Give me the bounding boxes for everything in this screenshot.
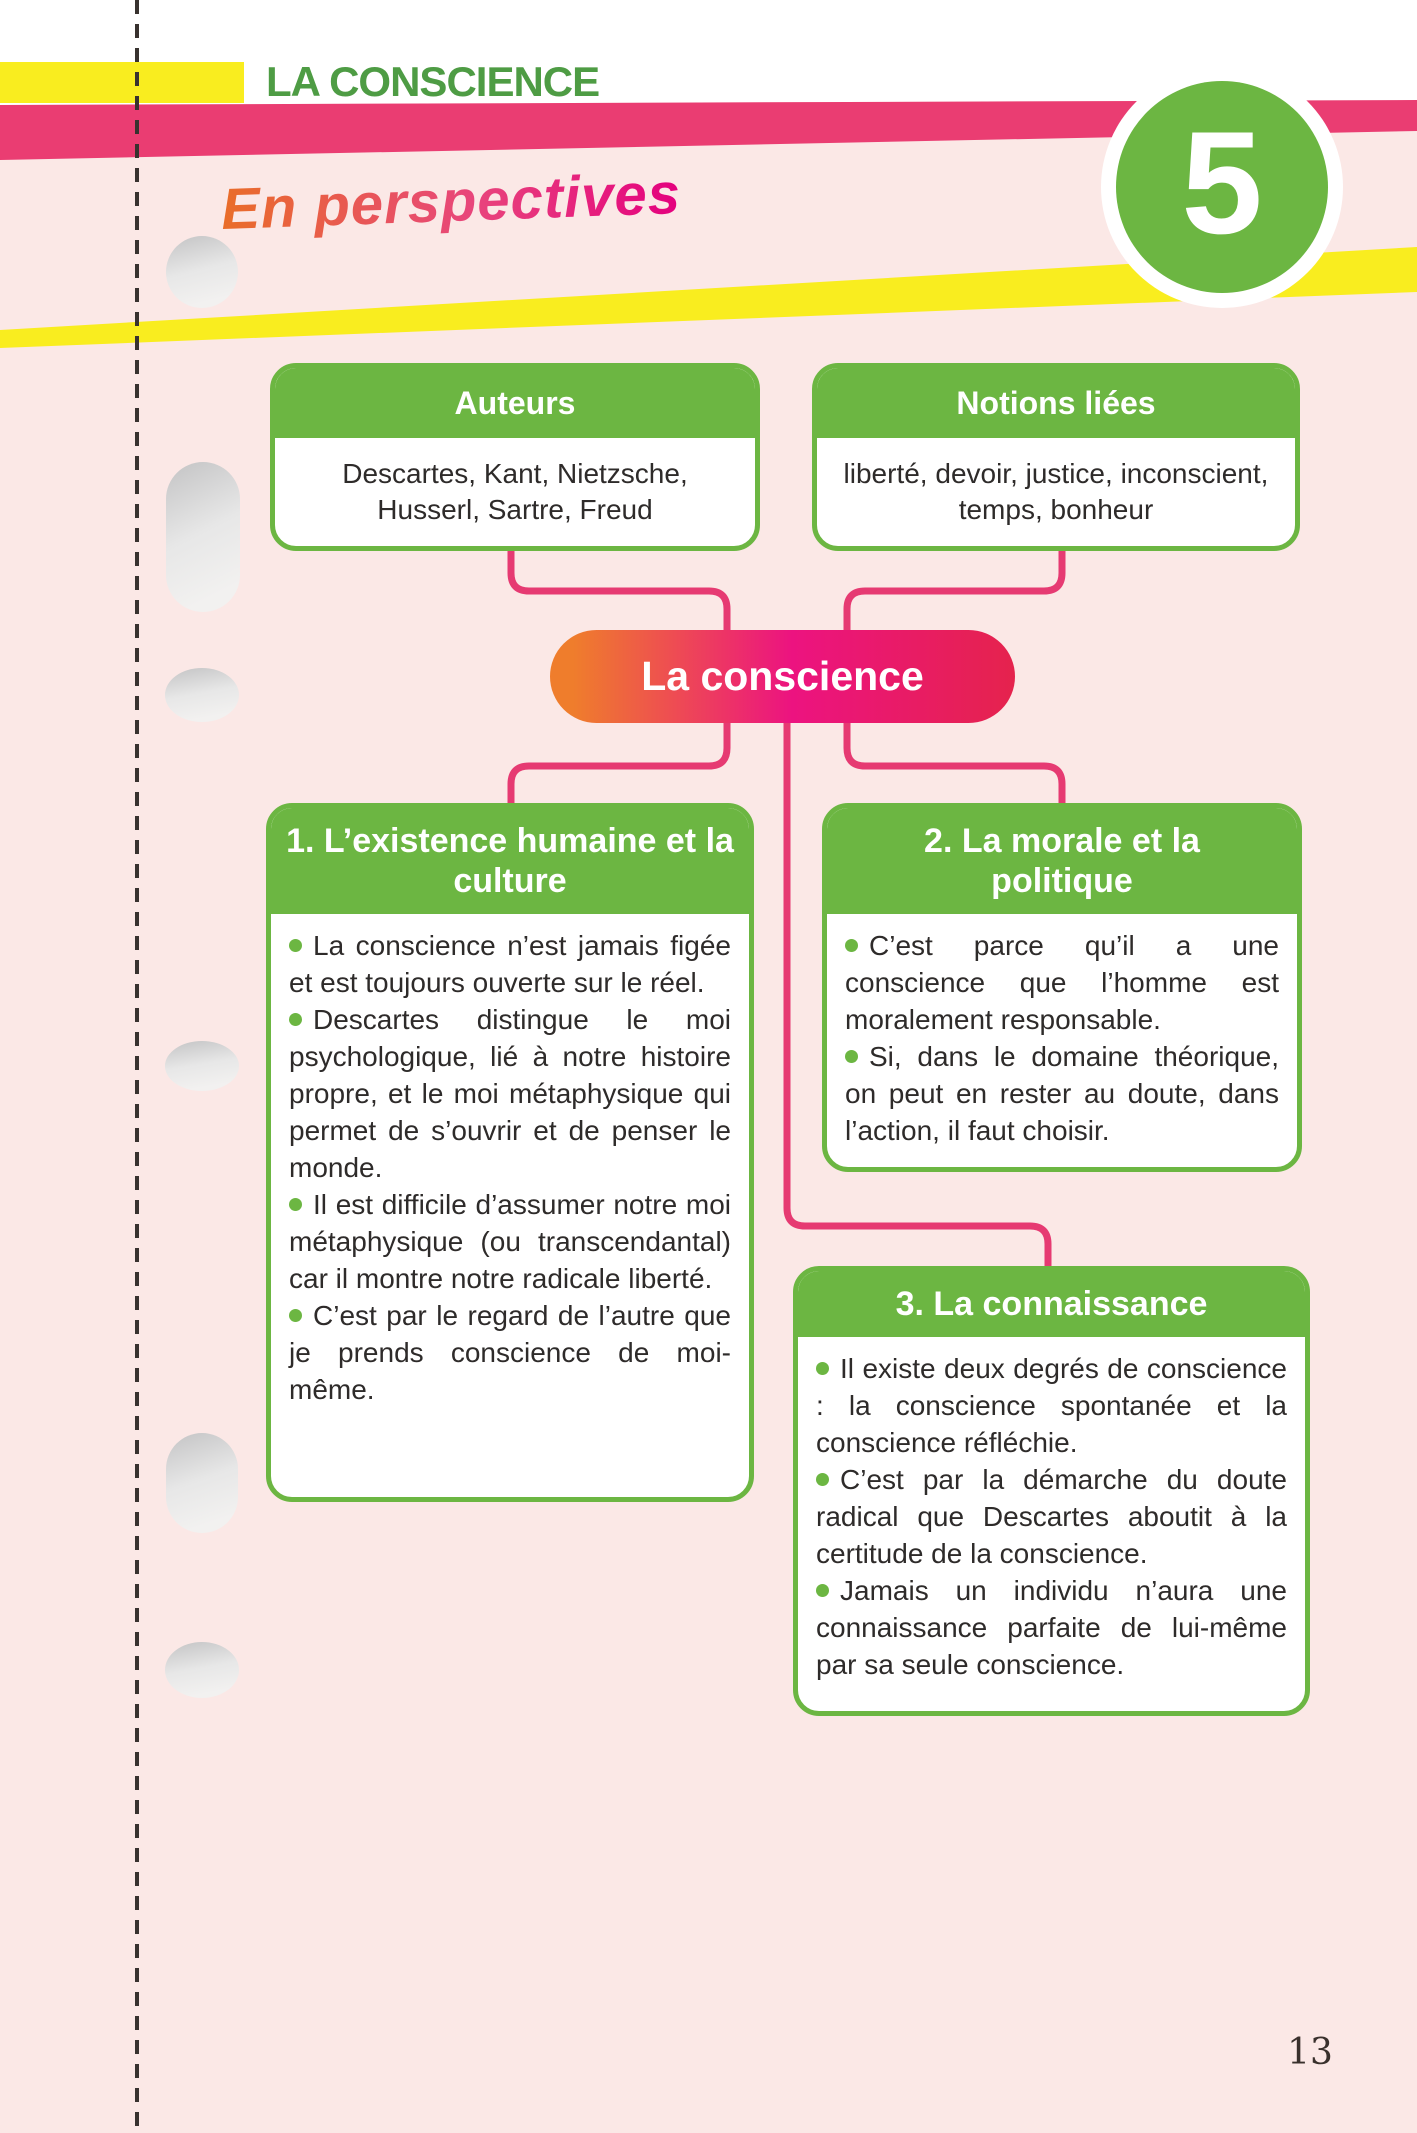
bullet-item bbox=[289, 1001, 731, 1186]
bullet-dot-icon bbox=[816, 1473, 829, 1486]
bullet-text: Jamais un individu n’aura une connaissance parfaite de lui-même par sa seule conscience. bbox=[816, 1575, 1287, 1680]
bullet-text: C’est par le regard de l’autre que je prends conscience de moi-même. bbox=[289, 1300, 731, 1405]
connector-node-to-section2 bbox=[847, 721, 1062, 805]
center-node: La conscience bbox=[550, 630, 1015, 723]
bullet-item bbox=[816, 1572, 1287, 1683]
binder-holes bbox=[165, 236, 240, 1698]
bullet-item bbox=[289, 1297, 731, 1408]
bullet-dot-icon bbox=[289, 939, 302, 952]
binder-hole-icon bbox=[166, 462, 240, 612]
binder-hole-icon bbox=[165, 1041, 239, 1091]
bullet-text: Si, dans le domaine théorique, on peut en rester au doute, dans l’action, il faut choisir. bbox=[845, 1041, 1279, 1146]
section-1-title bbox=[271, 808, 749, 914]
bullet-dot-icon bbox=[845, 1050, 858, 1063]
binder-hole-icon bbox=[165, 668, 239, 722]
section-1-body bbox=[271, 914, 749, 1408]
bullet-text: Descartes distingue le moi psychologique, lié à notre histoire propre, et le moi métaphysique qui permet de s’ouvrir et de penser le monde. bbox=[289, 1004, 731, 1183]
bullet-dot-icon bbox=[289, 1309, 302, 1322]
section-3-body bbox=[798, 1337, 1305, 1683]
bullet-dot-icon bbox=[289, 1198, 302, 1211]
connector-notions-to-node bbox=[847, 548, 1062, 632]
section-2-title bbox=[827, 808, 1297, 914]
authors-box-title: Auteurs bbox=[275, 368, 755, 438]
section-2-box bbox=[822, 803, 1302, 1172]
connector-node-to-section1 bbox=[511, 721, 727, 805]
section-2-body bbox=[827, 914, 1297, 1149]
yellow-corner-band bbox=[0, 62, 244, 103]
bullet-text: Il existe deux degrés de conscience : la conscience spontanée et la conscience réfléchie. bbox=[816, 1353, 1287, 1458]
notions-box-body: liberté, devoir, justice, inconscient, temps, bonheur bbox=[843, 458, 1269, 525]
bullet-text: La conscience n’est jamais figée et est toujours ouverte sur le réel. bbox=[289, 930, 731, 998]
section-3-box bbox=[793, 1266, 1310, 1716]
chapter-number-badge bbox=[1101, 66, 1343, 308]
section-2-title-text: 2. La morale et la politique bbox=[924, 822, 1200, 900]
bullet-item bbox=[845, 927, 1279, 1038]
bullet-item bbox=[816, 1461, 1287, 1572]
section-3-title-text: 3. La connaissance bbox=[895, 1285, 1208, 1323]
bullet-text: Il est difficile d’assumer notre moi métaphysique (ou transcendantal) car il montre notre radicale liberté. bbox=[289, 1189, 731, 1294]
binder-hole-icon bbox=[166, 236, 238, 308]
bullet-item bbox=[289, 1186, 731, 1297]
page-number: 13 bbox=[1287, 2032, 1333, 2073]
binder-hole-icon bbox=[165, 1642, 239, 1698]
bullet-dot-icon bbox=[845, 939, 858, 952]
connector-authors-to-node bbox=[511, 548, 727, 632]
bullet-text: C’est parce qu’il a une conscience que l’homme est moralement responsable. bbox=[845, 930, 1279, 1035]
authors-box-body: Descartes, Kant, Nietzsche, Husserl, Sartre, Freud bbox=[342, 458, 688, 525]
bullet-item bbox=[289, 927, 731, 1001]
authors-box bbox=[270, 363, 760, 551]
script-subtitle: En perspectives bbox=[220, 160, 682, 242]
bullet-item bbox=[816, 1350, 1287, 1461]
notions-box-title: Notions liées bbox=[817, 368, 1295, 438]
page-title: LA CONSCIENCE bbox=[266, 58, 600, 105]
bullet-dot-icon bbox=[816, 1362, 829, 1375]
notions-box bbox=[812, 363, 1300, 551]
bullet-dot-icon bbox=[289, 1013, 302, 1026]
bullet-dot-icon bbox=[816, 1584, 829, 1597]
section-1-box bbox=[266, 803, 754, 1502]
chapter-number: 5 bbox=[1181, 101, 1263, 264]
bullet-item bbox=[845, 1038, 1279, 1149]
section-1-title-text: 1. L’existence humaine et la culture bbox=[286, 822, 734, 900]
section-3-title bbox=[798, 1271, 1305, 1337]
bullet-text: C’est par la démarche du doute radical que Descartes aboutit à la certitude de la conscience. bbox=[816, 1464, 1287, 1569]
chapter-badge-circle bbox=[1116, 81, 1328, 293]
binder-hole-icon bbox=[166, 1433, 238, 1533]
